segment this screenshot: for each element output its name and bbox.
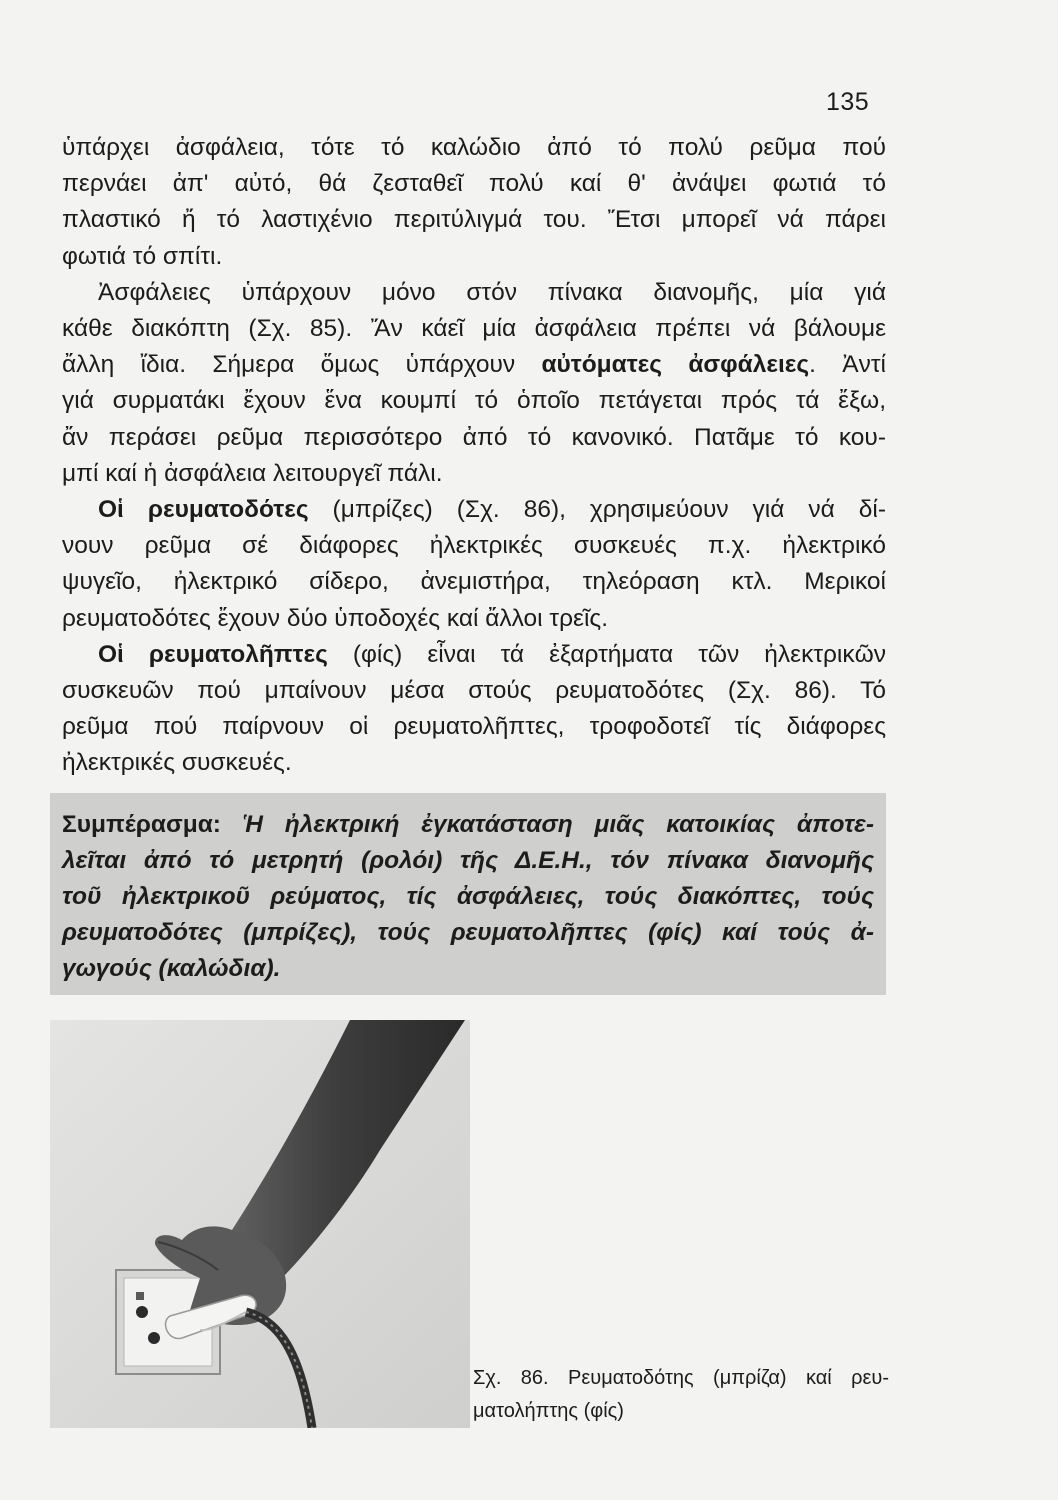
bold-term-sockets: Οἱ ρευματοδότες bbox=[98, 496, 309, 524]
caption-line: Σχ. 86. Ρευματοδότης (μπρίζα) καί ρευ- bbox=[473, 1367, 889, 1389]
text-run: (φίς) εἶναι τά ἐξαρτήματα τῶν ἠλεκτρικῶν bbox=[327, 640, 887, 668]
conclusion-line bbox=[62, 807, 874, 843]
text-line: φωτιά τό σπίτι. bbox=[62, 242, 223, 270]
figure-photo bbox=[50, 1020, 470, 1428]
text-run: . Ἀντί bbox=[809, 351, 886, 379]
figure-caption bbox=[473, 1362, 889, 1428]
conclusion-line: ρευματοδότες (μπρίζες), τούς ρευματολῆπτες (φίς) καί τούς ἀ- bbox=[62, 919, 874, 946]
caption-line: ματολήπτης (φίς) bbox=[473, 1400, 624, 1422]
text-line: ἠλεκτρικές συσκευές. bbox=[62, 749, 292, 777]
text-run: Ἡ ἠλεκτρική ἐγκατάσταση μιᾶς κατοικίας ἀποτε- bbox=[220, 811, 874, 838]
hand-plug-socket-illustration bbox=[50, 1020, 470, 1428]
text-line: περνάει ἀπ' αὐτό, θά ζεσταθεῖ πολύ καί θ' ἀνάψει φωτιά τό bbox=[62, 170, 886, 198]
text-line: συσκευῶν πού μπαίνουν μέσα στούς ρευματοδότες (Σχ. 86). Τό bbox=[62, 677, 886, 705]
bold-term-plugs: Οἱ ρευματολῆπτες bbox=[98, 640, 328, 668]
text-line: γιά συρματάκι ἔχουν ἕνα κουμπί τό ὁποῖο πετάγεται πρός τά ἔξω, bbox=[62, 387, 886, 415]
text-line bbox=[62, 492, 886, 528]
text-run: (μπρίζες) (Σχ. 86), χρησιμεύουν γιά νά δί- bbox=[308, 496, 886, 524]
conclusion-box bbox=[50, 793, 886, 995]
body-text bbox=[62, 130, 886, 782]
text-line: νουν ρεῦμα σέ διάφορες ἠλεκτρικές συσκευές π.χ. ἠλεκτρικό bbox=[62, 532, 886, 560]
text-line: ψυγεῖο, ἠλεκτρικό σίδερο, ἀνεμιστήρα, τηλεόραση κτλ. Μερικοί bbox=[62, 568, 886, 596]
text-line: μπί καί ἡ ἀσφάλεια λειτουργεῖ πάλι. bbox=[62, 459, 443, 487]
conclusion-line: γωγούς (καλώδια). bbox=[62, 955, 281, 982]
text-line: Ἀσφάλειες ὑπάρχουν μόνο στόν πίνακα διανομῆς, μία γιά bbox=[98, 278, 886, 306]
text-line: ἄν περάσει ρεῦμα περισσότερο ἀπό τό κανονικό. Πατᾶμε τό κου- bbox=[62, 423, 886, 451]
text-line bbox=[62, 347, 886, 383]
text-line: ρευματοδότες ἔχουν δύο ὑποδοχές καί ἄλλοι τρεῖς. bbox=[62, 604, 609, 632]
text-run: ἄλλη ἴδια. Σήμερα ὅμως ὑπάρχουν bbox=[62, 351, 542, 379]
text-line: ὑπάρχει ἀσφάλεια, τότε τό καλώδιο ἀπό τό πολύ ρεῦμα πού bbox=[62, 134, 886, 161]
text-line bbox=[62, 637, 886, 673]
text-line: πλαστικό ἤ τό λαστιχένιο περιτύλιγμά του. Ἔτσι μπορεῖ νά πάρει bbox=[62, 206, 886, 234]
conclusion-line: τοῦ ἠλεκτρικοῦ ρεύματος, τίς ἀσφάλειες, τούς διακόπτες, τούς bbox=[62, 883, 874, 910]
page-number: 135 bbox=[826, 88, 870, 116]
text-line: ρεῦμα πού παίρνουν οἱ ρευματολῆπτες, τροφοδοτεῖ τίς διάφορες bbox=[62, 713, 886, 741]
bold-term-automatic-fuses: αὐτόματες ἀσφάλειες bbox=[541, 351, 810, 379]
conclusion-label: Συμπέρασμα: bbox=[62, 811, 221, 838]
conclusion-line: λεῖται ἀπό τό μετρητή (ρολόι) τῆς Δ.Ε.Η., τόν πίνακα διανομῆς bbox=[62, 847, 874, 874]
text-line: κάθε διακόπτη (Σχ. 85). Ἄν κάεῖ μία ἀσφάλεια πρέπει νά βάλουμε bbox=[62, 315, 886, 343]
